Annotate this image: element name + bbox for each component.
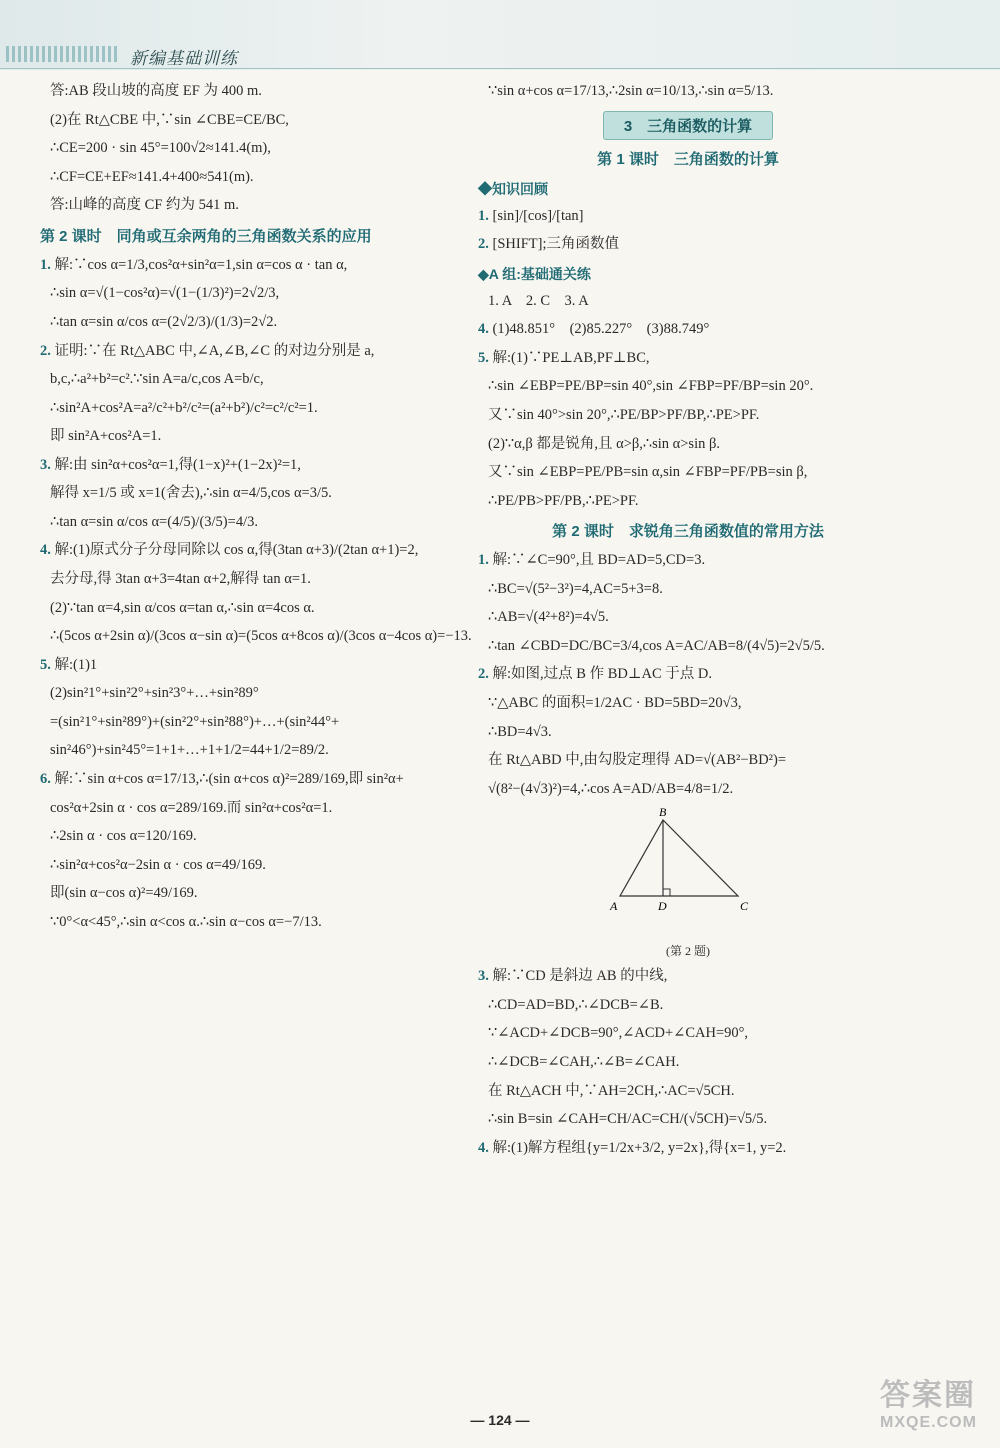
answer-item — [478, 207, 898, 227]
answer-line — [478, 780, 898, 800]
chapter-heading — [478, 111, 898, 140]
line-text: 解:∵CD 是斜边 AB 的中线, — [492, 968, 668, 985]
line-text: ∴sin²α+cos²α−2sin α · cos α=49/169. — [50, 856, 266, 873]
line-text: sin²46°)+sin²45°=1+1+…+1+1/2=44+1/2=89/2. — [50, 742, 329, 759]
answer-line — [478, 377, 898, 397]
line-text: 解:(1)原式分子分母同除以 cos α,得(3tan α+3)/(2tan α+1)=2, — [54, 542, 419, 559]
answer-line — [40, 111, 450, 131]
answer-line — [40, 139, 450, 159]
header-pattern — [6, 46, 118, 62]
line-text: 解:如图,过点 B 作 BD⊥AC 于点 D. — [492, 666, 712, 683]
answer-line — [40, 313, 450, 333]
answer-line — [478, 1110, 898, 1130]
line-text: ∴CF=CE+EF≈141.4+400≈541(m). — [50, 168, 254, 185]
line-text: 解:∵cos α=1/3,cos²α+sin²α=1,sin α=cos α · tan α, — [54, 256, 348, 273]
answer-line — [40, 370, 450, 390]
line-text: ∴sin ∠EBP=PE/BP=sin 40°,sin ∠FBP=PF/BP=sin 20°. — [488, 378, 814, 395]
answer-line — [478, 292, 898, 312]
answer-line — [40, 513, 450, 533]
answer-item — [40, 342, 450, 362]
line-text: ∴BD=4√3. — [488, 723, 552, 740]
answer-line — [478, 694, 898, 714]
answer-line — [40, 196, 450, 216]
vertex-label-a: A — [610, 899, 618, 914]
line-text: 解:(1)解方程组{y=1/2x+3/2, y=2x},得{x=1, y=2. — [492, 1139, 787, 1156]
answer-line — [478, 751, 898, 771]
subsection-tag: ◆知识回顾 — [478, 180, 548, 197]
answer-line — [40, 284, 450, 304]
line-text: ∴sin²A+cos²A=a²/c²+b²/c²=(a²+b²)/c²=c²/c²=1. — [50, 399, 318, 416]
answer-line — [40, 168, 450, 188]
left-column — [40, 82, 472, 941]
answer-line — [40, 570, 450, 590]
answer-item — [478, 349, 898, 369]
answer-line — [478, 406, 898, 426]
watermark-logo-text: 答案圈 — [880, 1379, 976, 1412]
answer-line — [40, 484, 450, 504]
answer-item — [478, 967, 898, 987]
brand-title: 新编基础训练 — [130, 49, 238, 68]
page-header — [0, 0, 1000, 70]
watermark-url: MXQE.COM — [880, 1414, 977, 1431]
line-text: ∴BC=√(5²−3²)=4,AC=5+3=8. — [488, 580, 663, 597]
line-text: ∴AB=√(4²+8²)=4√5. — [488, 609, 609, 626]
section-title: 第 2 课时 同角或互余两角的三角函数关系的应用 — [40, 227, 372, 245]
item-number: 6. — [40, 770, 55, 787]
answer-item — [478, 320, 898, 340]
answer-line — [478, 492, 898, 512]
line-text: 即 sin²A+cos²A=1. — [50, 428, 162, 445]
line-text: cos²α+2sin α · cos α=289/169.而 sin²α+cos²α=1. — [50, 799, 333, 816]
line-text: ∴CD=AD=BD,∴∠DCB=∠B. — [488, 996, 664, 1013]
line-text: 答:AB 段山坡的高度 EF 为 400 m. — [50, 83, 262, 99]
answer-line — [478, 1053, 898, 1073]
answer-item — [40, 256, 450, 276]
line-text: 解:∵sin α+cos α=17/13,∴(sin α+cos α)²=289/169,即 sin²α+ — [54, 770, 404, 787]
line-text: ∴sin B=sin ∠CAH=CH/AC=CH/(√5CH)=√5/5. — [488, 1111, 768, 1128]
figure-caption: (第 2 题) — [666, 944, 710, 959]
header-rule — [0, 68, 1000, 69]
line-text: 证明:∵在 Rt△ABC 中,∠A,∠B,∠C 的对边分别是 a, — [54, 342, 375, 359]
answer-line — [478, 996, 898, 1016]
answer-line — [478, 1024, 898, 1044]
answer-line — [40, 884, 450, 904]
line-text: ∵∠ACD+∠DCB=90°,∠ACD+∠CAH=90°, — [488, 1025, 749, 1042]
vertex-label-d: D — [658, 899, 667, 914]
line-text: =(sin²1°+sin²89°)+(sin²2°+sin²88°)+…+(sin²44°+ — [50, 713, 340, 730]
answer-line — [40, 713, 450, 733]
item-number: 2. — [478, 236, 493, 253]
answer-line — [478, 608, 898, 628]
vertex-label-c: C — [740, 899, 749, 914]
answer-line — [478, 463, 898, 483]
answer-line — [40, 599, 450, 619]
line-text: (2)在 Rt△CBE 中,∵sin ∠CBE=CE/BC, — [50, 111, 289, 128]
item-number: 5. — [40, 656, 55, 673]
item-number: 3. — [478, 968, 493, 985]
line-text: √(8²−(4√3)²)=4,∴cos A=AD/AB=4/8=1/2. — [488, 780, 734, 797]
line-text: 1. A 2. C 3. A — [488, 292, 589, 309]
answer-line — [478, 637, 898, 657]
answer-line — [40, 741, 450, 761]
item-number: 5. — [478, 349, 493, 366]
right-column — [478, 82, 898, 1167]
line-text: 解:∵∠C=90°,且 BD=AD=5,CD=3. — [492, 552, 706, 569]
item-number: 1. — [478, 207, 493, 224]
item-number: 4. — [40, 542, 55, 559]
vertex-label-b: B — [659, 808, 667, 820]
answer-line — [40, 827, 450, 847]
item-number: 1. — [40, 256, 55, 273]
line-text: ∴CE=200 · sin 45°=100√2≈141.4(m), — [50, 140, 271, 157]
line-text: 解:(1)1 — [54, 656, 98, 673]
line-text: ∴∠DCB=∠CAH,∴∠B=∠CAH. — [488, 1053, 680, 1070]
line-text: 又∵sin 40°>sin 20°,∴PE/BP>PF/BP,∴PE>PF. — [488, 406, 760, 423]
answer-line — [478, 1082, 898, 1102]
answer-line — [40, 427, 450, 447]
line-text: ∵sin α+cos α=17/13,∴2sin α=10/13,∴sin α=5/13. — [488, 83, 774, 99]
item-number: 4. — [478, 321, 493, 338]
page-number: — 124 — — [470, 1412, 530, 1428]
line-text: [SHIFT];三角函数值 — [492, 236, 619, 253]
line-text: 去分母,得 3tan α+3=4tan α+2,解得 tan α=1. — [50, 571, 311, 587]
line-text: ∵△ABC 的面积=1/2AC · BD=5BD=20√3, — [488, 695, 742, 711]
answer-line — [478, 580, 898, 600]
line-text: 解得 x=1/5 或 x=1(舍去),∴sin α=4/5,cos α=3/5. — [50, 485, 332, 502]
item-number: 3. — [40, 456, 55, 473]
answer-line — [40, 82, 450, 102]
line-text: 解:(1)∵PE⊥AB,PF⊥BC, — [492, 349, 650, 366]
section-title: 第 2 课时 求锐角三角函数值的常用方法 — [552, 523, 824, 541]
answer-item — [40, 656, 450, 676]
line-text: [sin]/[cos]/[tan] — [492, 207, 584, 224]
line-text: ∴tan α=sin α/cos α=(4/5)/(3/5)=4/3. — [50, 513, 258, 530]
line-text: 解:由 sin²α+cos²α=1,得(1−x)²+(1−2x)²=1, — [54, 456, 301, 473]
answer-item — [40, 770, 450, 790]
answer-line — [40, 399, 450, 419]
answer-line — [40, 799, 450, 819]
line-text: ∴tan α=sin α/cos α=(2√2/3)/(1/3)=2√2. — [50, 313, 278, 330]
line-text: ∴sin α=√(1−cos²α)=√(1−(1/3)²)=2√2/3, — [50, 285, 280, 302]
answer-item — [478, 551, 898, 571]
line-text: 答:山峰的高度 CF 约为 541 m. — [50, 197, 239, 214]
right-angle-mark — [663, 889, 670, 896]
answer-line — [478, 435, 898, 455]
triangle-diagram — [608, 808, 758, 918]
answer-item — [40, 541, 450, 561]
line-text: (2)∵α,β 都是锐角,且 α>β,∴sin α>sin β. — [488, 435, 720, 452]
subsection-tag: ◆A 组:基础通关练 — [478, 265, 591, 282]
line-text: ∴(5cos α+2sin α)/(3cos α−sin α)=(5cos α+8cos α)/(3cos α−4cos α)=−13. — [50, 628, 472, 645]
line-text: ∴PE/PB>PF/PB,∴PE>PF. — [488, 492, 639, 509]
triangle-abc — [620, 820, 738, 896]
section-title: 第 1 课时 三角函数的计算 — [597, 150, 779, 168]
answer-item — [478, 1139, 898, 1159]
answer-line — [478, 82, 898, 102]
line-text: (2)sin²1°+sin²2°+sin²3°+…+sin²89° — [50, 685, 259, 702]
item-number: 2. — [40, 342, 55, 359]
answer-item — [478, 235, 898, 255]
answer-item — [40, 456, 450, 476]
line-text: ∴tan ∠CBD=DC/BC=3/4,cos A=AC/AB=8/(4√5)=2√5/5. — [488, 637, 825, 654]
triangle-figure — [478, 808, 898, 948]
answer-line — [40, 684, 450, 704]
line-text: (1)48.851° (2)85.227° (3)88.749° — [492, 321, 710, 338]
line-text: 在 Rt△ABD 中,由勾股定理得 AD=√(AB²−BD²)= — [488, 752, 787, 769]
line-text: (2)∵tan α=4,sin α/cos α=tan α,∴sin α=4cos α. — [50, 599, 315, 616]
answer-line — [40, 913, 450, 933]
item-number: 2. — [478, 666, 493, 683]
answer-line — [40, 856, 450, 876]
answer-line — [478, 723, 898, 743]
item-number: 4. — [478, 1139, 493, 1156]
line-text: ∴2sin α · cos α=120/169. — [50, 828, 197, 845]
answer-line — [40, 627, 472, 647]
line-text: 在 Rt△ACH 中,∵AH=2CH,∴AC=√5CH. — [488, 1082, 735, 1099]
watermark — [880, 1370, 990, 1440]
chapter-title: 3 三角函数的计算 — [603, 111, 773, 140]
answer-item — [478, 665, 898, 685]
item-number: 1. — [478, 552, 493, 569]
line-text: 又∵sin ∠EBP=PE/PB=sin α,sin ∠FBP=PF/PB=sin β, — [488, 464, 808, 481]
line-text: ∵0°<α<45°,∴sin α<cos α.∴sin α−cos α=−7/13. — [50, 913, 322, 930]
line-text: 即(sin α−cos α)²=49/169. — [50, 885, 198, 902]
line-text: b,c,∴a²+b²=c².∵sin A=a/c,cos A=b/c, — [50, 371, 264, 388]
